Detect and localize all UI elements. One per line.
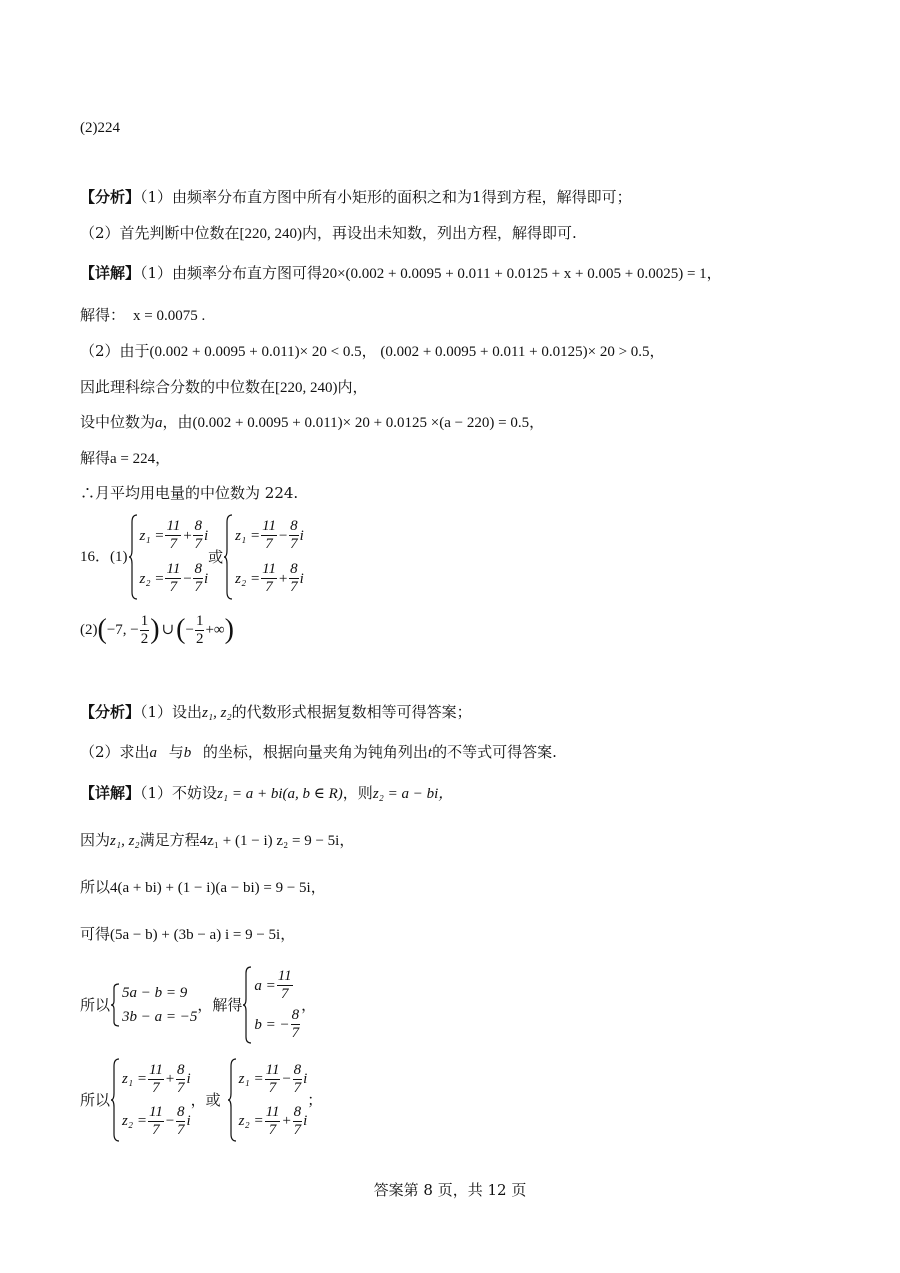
system-equations (110, 983, 197, 1027)
analysis-text-2b: 内，再设出未知数，列出方程，解得即可. (302, 224, 577, 242)
union-symbol: ∪ (161, 622, 175, 638)
solve-label: 解得： (80, 306, 126, 324)
median-line (80, 377, 368, 398)
detail-tag: 【详解】 (80, 264, 141, 282)
q16-detail-line-1: 【详解】（1）不妨设z₁ = a + bi(a, b ∈ R)，则z₂ = a − bi， (80, 784, 454, 802)
left-brace-icon (110, 1058, 120, 1142)
part2-label: (2) (80, 622, 98, 638)
solve2-label: 解得 (80, 449, 111, 467)
median-text-a: 因此理科综合分数的中位数在 (80, 378, 276, 396)
solve-line (80, 305, 205, 326)
q16-because-line: 因为z₁, z₂满足方程4z₁ + (1 − i) z₂ = 9 − 5i， (80, 831, 355, 849)
set-text-b: ，由 (162, 413, 193, 431)
analysis-tag: 【分析】 (80, 188, 141, 206)
interval-math: [220, 240) (239, 226, 303, 242)
q16-analysis-tag: 【分析】 (80, 703, 141, 721)
q16-analysis-line-2: （2）求出a⃗与b⃗的坐标，根据向量夹角为钝角列出t的不等式可得答案. (80, 743, 557, 761)
solve-equation: x = 0.0075 . (133, 308, 206, 324)
left-brace-icon (110, 983, 120, 1027)
median-interval: [220, 240) (275, 380, 338, 396)
left-brace-icon (227, 1058, 237, 1142)
set-median-line (80, 412, 544, 433)
analysis-line-2 (80, 223, 577, 244)
detail-text-2: （2）由于 (80, 342, 150, 360)
set-text-a: 设中位数为 (80, 413, 156, 431)
set-var: a (155, 415, 163, 431)
sys-eq-1: 5a − b = 9 (122, 985, 188, 1001)
left-brace-icon (223, 514, 233, 600)
sys-eq-2: 3b − a = −5 (122, 1009, 198, 1025)
median-text-b: 内， (337, 378, 368, 396)
answer-16-part1 (80, 514, 304, 600)
detail-line-1 (80, 263, 722, 284)
q16-analysis-line-1: 【分析】（1）设出z₁, z₂的代数形式根据复数相等可得答案； (80, 703, 472, 721)
answer-15-part2: (2)224 (80, 120, 120, 136)
left-brace-icon (128, 514, 138, 600)
answer-16-part2: (2) ( −7, − $\frac{1}{2}$ ) ∪ ( − $\frac{1}{2}$ +∞ ) (80, 612, 234, 647)
detail-line-2 (80, 341, 665, 362)
solve2-line (80, 448, 170, 469)
q16-get-line: 可得(5a − b) + (3b − a) i = 9 − 5i， (80, 925, 296, 943)
analysis-text-1: （1）由频率分布直方图中所有小矩形的面积之和为1得到方程，解得即可； (140, 188, 632, 206)
system-2: z₁ = $\frac{11}{7}$ − $\frac{8}{7}$ i z₂ = $\frac{11}{7}$ + $\frac{8}{7}$ i (223, 514, 304, 600)
solve2-equation: a = 224， (110, 451, 171, 467)
page-footer: 答案第 8 页，共 12 页 (373, 1181, 527, 1199)
set-equation: (0.002 + 0.0095 + 0.011)× 20 + 0.0125 ×(a − 220) = 0.5， (192, 415, 545, 431)
conclusion-line: ∴月平均用电量的中位数为 224. (80, 484, 299, 502)
analysis-text-2a: （2）首先判断中位数在 (80, 224, 240, 242)
question-16-label: 16．(1) (80, 549, 128, 565)
detail-text-1: （1）由频率分布直方图可得 (140, 264, 323, 282)
or-text: 或 (208, 548, 224, 566)
final-system-2: z₁ = $\frac{11}{7}$ − $\frac{8}{7}$ i z₂ = $\frac{11}{7}$ + $\frac{8}{7}$ i (227, 1058, 308, 1142)
q16-detail-tag: 【详解】 (80, 784, 141, 802)
q16-so1-line: 所以4(a + bi) + (1 − i)(a − bi) = 9 − 5i， (80, 878, 326, 896)
final-system-1: z₁ = $\frac{11}{7}$ + $\frac{8}{7}$ i z₂ = $\frac{11}{7}$ − $\frac{8}{7}$ i (110, 1058, 191, 1142)
detail-equation-1: 20×(0.002 + 0.0095 + 0.011 + 0.0125 + x + 0.005 + 0.0025) = 1， (322, 266, 722, 282)
detail-equation-2: (0.002 + 0.0095 + 0.011)× 20 < 0.5， (0.002 + 0.0095 + 0.011 + 0.0125)× 20 > 0.5， (149, 344, 665, 360)
q16-so2-line: 所以 5a − b = 9 3b − a = −5 ，解得 a = $\frac{11}{7}$ b = − $\frac{8}{7}$ ， (80, 966, 316, 1044)
system-solution: a = $\frac{11}{7}$ b = − $\frac{8}{7}$ (242, 966, 301, 1044)
analysis-line-1 (80, 187, 632, 207)
left-brace-icon (242, 966, 252, 1044)
system-1: z₁ = $\frac{11}{7}$ + $\frac{8}{7}$ i z₂ = $\frac{11}{7}$ − $\frac{8}{7}$ i (128, 514, 209, 600)
q16-so3-line: 所以 z₁ = $\frac{11}{7}$ + $\frac{8}{7}$ i z₂ = $\frac{11}{7}$ − $\frac{8}{7}$ i ，或 z₁ = $\frac{11}{7}$ − $\frac{8}{7}$ i z₂ = $\frac{11}{7}$ + $\frac{8}{7}$ i ； (80, 1058, 322, 1142)
